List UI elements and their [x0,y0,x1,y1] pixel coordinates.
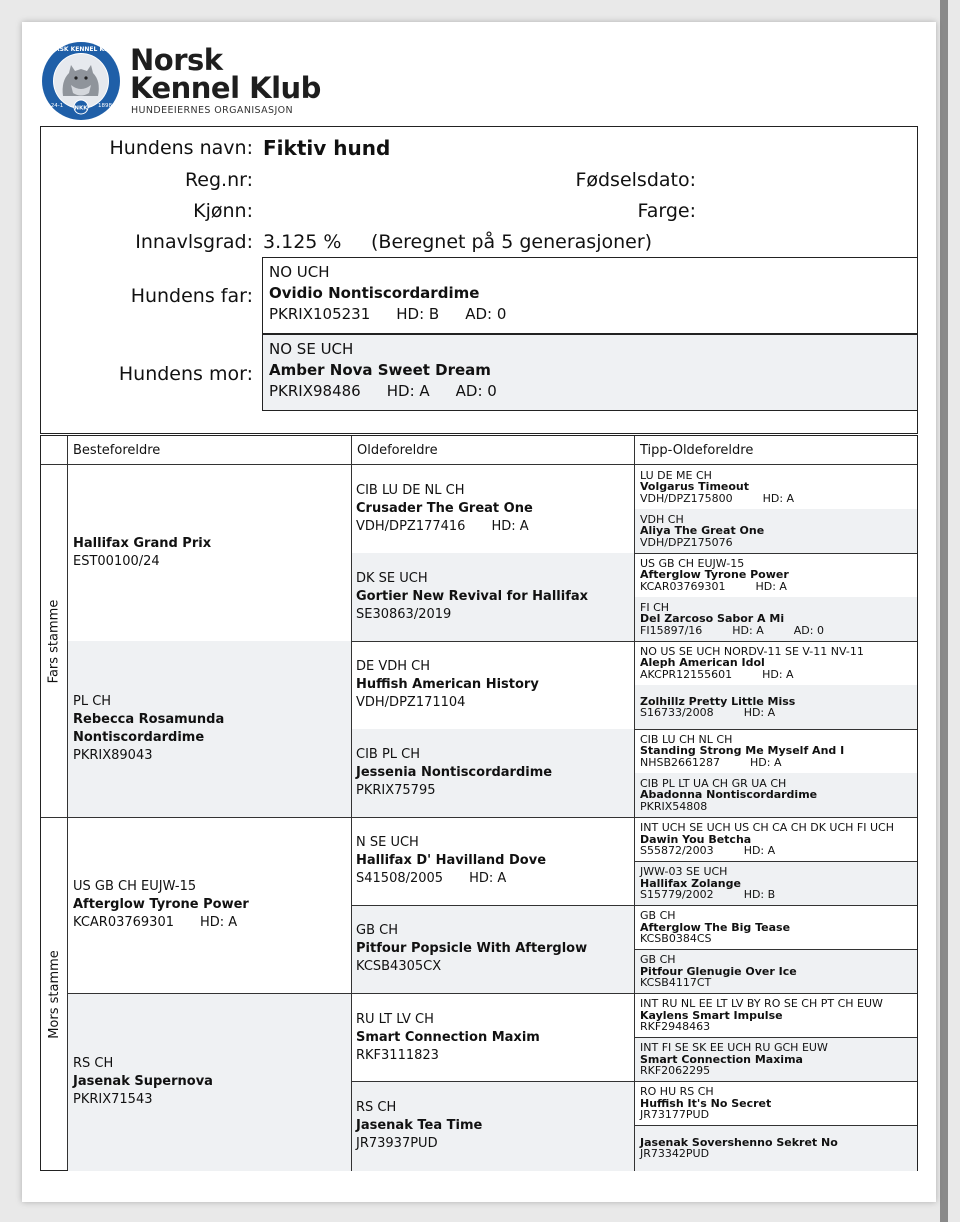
ancestor-reg: KCAR03769301 [73,915,174,931]
ancestor-reg: S55872/2003 [640,844,714,858]
ancestor-reg: JR73342PUD [640,1147,710,1161]
ancestor-reg: KCSB0384CS [640,932,712,946]
ancestor-name: Pitfour Popsicle With Afterglow [356,941,588,957]
ancestor-reg: FI15897/16 [640,623,703,637]
window-edge [940,0,948,1222]
g2-ancestor-8 [352,1082,635,1171]
g3-ancestor-6 [635,685,917,730]
g3-ancestor-7 [635,729,917,774]
ancestor-name: Afterglow Tyrone Power [73,897,249,913]
sex-label: Kjønn: [193,200,253,222]
g2-ancestor-3 [352,641,635,730]
brand-subtitle: HUNDEEIERNES ORGANISASJON [131,105,294,116]
father-hd: HD: B [396,305,440,323]
ancestor-name: Jessenia Nontiscordardime [356,765,553,781]
ancestor-name: Afterglow The Big Tease [640,920,791,934]
ancestor-name: Volgarus Timeout [640,480,750,494]
ancestor-reg: JR73177PUD [640,1108,710,1122]
corner-cell [41,436,68,465]
brand-name-line1: Norsk [130,43,223,77]
ancestor-reg: VDH/DPZ175076 [640,535,733,549]
inbreeding-value: 3.125 % [263,231,342,253]
ancestor-reg: KCSB4305CX [356,959,442,975]
g1-ancestor-3 [68,818,352,995]
ancestor-reg: JR73937PUD [356,1136,438,1152]
g3-ancestor-4 [635,597,917,642]
name-value: Fiktiv hund [263,136,391,160]
g3-ancestor-8 [635,773,917,818]
father-box [262,257,918,334]
ancestor-hd: HD: A [750,755,782,769]
g3-ancestor-9 [635,818,917,863]
ancestor-hd: HD: A [732,623,764,637]
mother-name: Amber Nova Sweet Dream [269,361,491,379]
ancestor-title: DE VDH CH [356,659,431,675]
g2-ancestor-7 [352,994,635,1083]
ancestor-name: Dawin You Betcha [640,832,752,846]
ancestor-name: Aliya The Great One [640,524,765,538]
ancestor-reg: RKF3111823 [356,1047,439,1063]
svg-text:1898: 1898 [98,103,112,109]
ancestor-reg: S41508/2005 [356,871,444,887]
ancestor-title: NO US SE UCH NORDV-11 SE V-11 NV-11 [640,644,864,658]
svg-text:NORSK KENNEL KLUB: NORSK KENNEL KLUB [44,46,118,53]
ancestor-title: JWW-03 SE UCH [640,865,728,879]
ancestor-title: GB CH [640,909,676,923]
ancestor-reg: RKF2948463 [640,1020,711,1034]
mother-box [262,334,918,411]
birthdate-label: Fødselsdato: [575,169,696,191]
side-label-father: Fars stamme [41,465,68,818]
ancestor-title: CIB LU CH NL CH [640,732,733,746]
ancestor-name: Kaylens Smart Impulse [640,1008,783,1022]
ancestor-reg: PKRIX71543 [73,1092,153,1108]
ancestor-title: GB CH [356,923,398,939]
ancestor-name: Jasenak Tea Time [356,1118,483,1134]
inbreeding-note: (Beregnet på 5 generasjoner) [371,231,653,253]
g3-ancestor-10 [635,862,917,907]
ancestor-hd: HD: A [491,518,529,534]
ancestor-reg: EST00100/24 [73,553,160,569]
ancestor-title: GB CH [640,953,676,967]
g2-ancestor-4 [352,729,635,818]
ancestor-name: Afterglow Tyrone Power [640,568,789,582]
ancestor-reg: VDH/DPZ175800 [640,491,733,505]
mother-reg: PKRIX98486 [269,382,361,400]
ancestor-title: INT RU NL EE LT LV BY RO SE CH PT CH EUW [640,997,883,1011]
ancestor-name: Jasenak Supernova [73,1074,213,1090]
inbreeding-label: Innavlsgrad: [135,231,253,253]
ancestor-reg: KCSB4117CT [640,976,712,990]
ancestor-hd: HD: A [755,579,787,593]
ancestor-name: Hallifax D' Havilland Dove [356,853,547,869]
ancestor-title: CIB PL CH [356,747,421,763]
g3-ancestor-5 [635,641,917,686]
ancestor-hd: HD: A [469,871,507,887]
ancestor-name: Rebecca Rosamunda Nontiscordardime [73,712,225,746]
ancestor-reg: AKCPR12155601 [640,667,733,681]
color-label: Farge: [637,200,696,222]
g3-ancestor-3 [635,553,917,598]
father-label: Hundens far: [130,285,253,307]
col-header-grandparents: Besteforeldre [68,436,352,465]
ancestor-name: Zolhillz Pretty Little Miss [640,694,796,708]
name-label: Hundens navn: [109,137,253,159]
ancestor-reg: SE30863/2019 [356,606,452,622]
ancestor-name: Jasenak Sovershenno Sekret No [640,1135,838,1149]
ancestor-name: Gortier New Revival for Hallifax [356,588,589,604]
ancestor-hd: HD: A [743,844,776,858]
father-title: NO UCH [269,263,330,281]
ancestor-name: Standing Strong Me Myself And I [640,744,845,758]
ancestor-name: Pitfour Glenugie Over Ice [640,964,797,978]
ancestor-reg: PKRIX75795 [356,783,436,799]
g3-ancestor-13 [635,994,917,1039]
side-label-mother: Mors stamme [41,818,68,1170]
col-header-greatgrandparents: Oldeforeldre [352,436,635,465]
pedigree-table [40,435,918,1171]
nkk-seal-logo [41,41,121,121]
ancestor-title: DK SE UCH [356,570,428,586]
ancestor-hd: HD: A [762,491,795,505]
g1-ancestor-4 [68,994,352,1171]
father-reg: PKRIX105231 [269,305,371,323]
g3-ancestor-2 [635,509,917,554]
ancestor-title: LU DE ME CH [640,468,712,482]
ancestor-reg: NHSB2661287 [640,755,721,769]
ancestor-hd: HD: A [743,706,776,720]
ancestor-ad: AD: 0 [793,623,824,637]
svg-text:24-1: 24-1 [50,103,64,109]
ancestor-name: Huffish It's No Secret [640,1096,772,1110]
mother-ad: AD: 0 [455,382,497,400]
ancestor-title: RU LT LV CH [356,1011,434,1027]
ancestor-reg: S15779/2002 [640,888,714,902]
g3-ancestor-12 [635,950,917,995]
ancestor-reg: S16733/2008 [640,706,714,720]
col-header-gggparents: Tipp-Oldeforeldre [635,436,917,465]
ancestor-title: RS CH [73,1056,114,1072]
brand-name-line2: Kennel Klub [130,71,321,105]
g2-ancestor-1 [352,465,635,554]
reg-label: Reg.nr: [184,169,253,191]
ancestor-name: Abadonna Nontiscordardime [640,788,818,802]
ancestor-hd: HD: B [743,888,776,902]
ancestor-hd: HD: A [762,667,794,681]
ancestor-hd: HD: A [200,915,238,931]
g1-ancestor-2 [68,641,352,818]
ancestor-title: N SE UCH [356,835,419,851]
g3-ancestor-1 [635,465,917,510]
ancestor-reg: RKF2062295 [640,1064,711,1078]
father-name: Ovidio Nontiscordardime [269,284,480,302]
ancestor-title: CIB PL LT UA CH GR UA CH [640,776,787,790]
g2-ancestor-6 [352,906,635,995]
mother-label: Hundens mor: [118,363,253,385]
ancestor-reg: PKRIX89043 [73,748,153,764]
ancestor-name: Aleph American Idol [640,656,765,670]
father-ad: AD: 0 [465,305,507,323]
mother-hd: HD: A [386,382,430,400]
g3-ancestor-16 [635,1126,917,1171]
g1-ancestor-1 [68,465,352,642]
ancestor-title: VDH CH [640,512,684,526]
ancestor-reg: PKRIX54808 [640,799,708,813]
g3-ancestor-14 [635,1038,917,1083]
ancestor-title: RO HU RS CH [640,1085,714,1099]
ancestor-reg: VDH/DPZ171104 [356,695,466,711]
ancestor-title: US GB CH EUJW-15 [73,879,197,895]
ancestor-name: Huffish American History [356,677,539,693]
ancestor-title: INT FI SE SK EE UCH RU GCH EUW [640,1041,828,1055]
ancestor-title: RS CH [356,1100,397,1116]
ancestor-title: PL CH [73,694,112,710]
ancestor-name: Hallifax Zolange [640,876,741,890]
ancestor-name: Del Zarcoso Sabor A Mi [640,612,785,626]
g3-ancestor-15 [635,1082,917,1127]
ancestor-title: US GB CH EUJW-15 [640,556,745,570]
g3-ancestor-11 [635,906,917,951]
ancestor-reg: KCAR03769301 [640,579,726,593]
ancestor-name: Hallifax Grand Prix [73,535,212,551]
ancestor-reg: VDH/DPZ177416 [356,518,466,534]
g2-ancestor-2 [352,553,635,642]
ancestor-title: CIB LU DE NL CH [356,482,465,498]
svg-text:NKK: NKK [74,105,88,112]
ancestor-name: Smart Connection Maxim [356,1029,540,1045]
ancestor-title: INT UCH SE UCH US CH CA CH DK UCH FI UCH [640,821,894,835]
g2-ancestor-5 [352,818,635,907]
ancestor-title: FI CH [640,600,670,614]
ancestor-name: Smart Connection Maxima [640,1052,803,1066]
ancestor-name: Crusader The Great One [356,500,533,516]
mother-title: NO SE UCH [269,340,354,358]
